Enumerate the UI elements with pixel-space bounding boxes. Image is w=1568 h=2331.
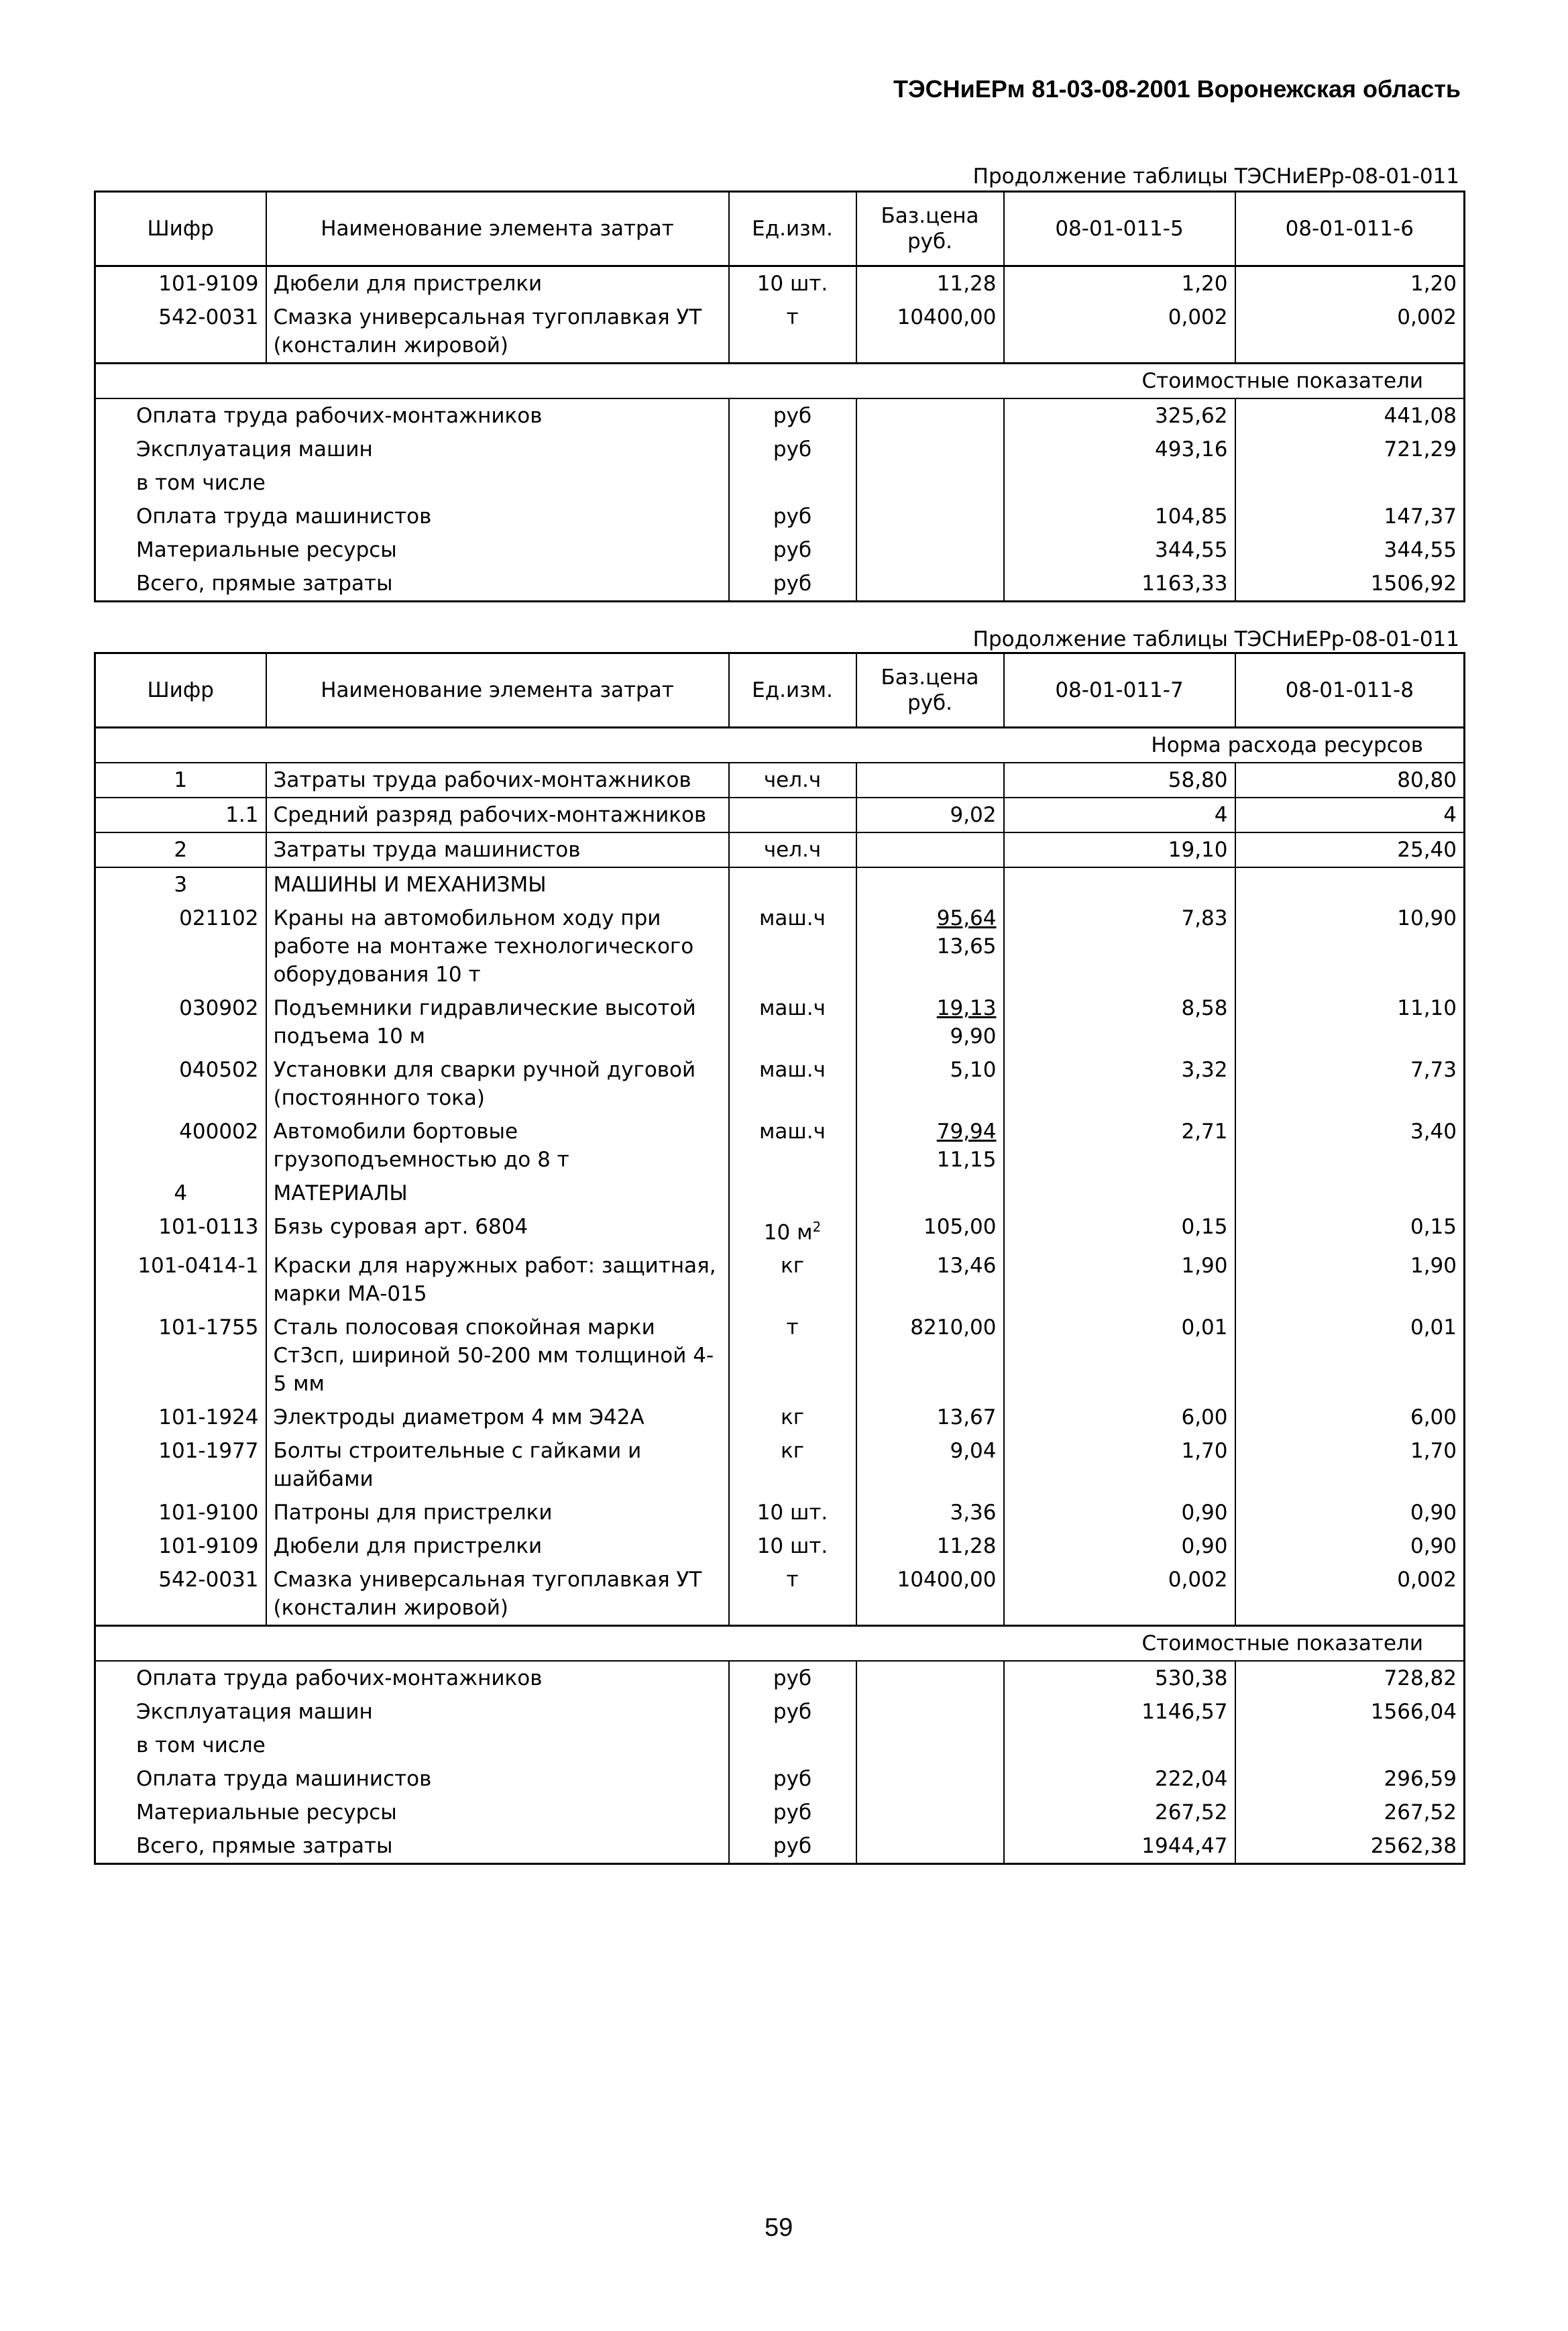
cell-name: Подъемники гидравлические высотой подъема 10 м [266, 991, 729, 1053]
table-row [95, 1434, 1465, 1496]
cell-name: Дюбели для пристрелки [266, 1529, 729, 1563]
col-code-header: Шифр [95, 653, 266, 728]
summary-v2: 2562,38 [1235, 1829, 1465, 1864]
cell-code: 542-0031 [95, 301, 266, 364]
table-row [95, 1210, 1465, 1249]
summary-v1: 1146,57 [1004, 1695, 1235, 1729]
cell-code: 101-1977 [95, 1434, 266, 1496]
summary-v2 [1235, 1729, 1465, 1762]
cell-code: 101-1924 [95, 1401, 266, 1434]
summary-v2: 344,55 [1235, 533, 1465, 567]
cell-code: 4 [95, 1177, 266, 1210]
table-row [95, 902, 1465, 991]
summary-row [95, 433, 1465, 466]
cell-name: Патроны для пристрелки [266, 1496, 729, 1529]
cell-name: МАШИНЫ И МЕХАНИЗМЫ [266, 867, 729, 902]
cell-v2: 25,40 [1235, 832, 1465, 867]
summary-label: Оплата труда машинистов [95, 1762, 729, 1796]
cell-name: Электроды диаметром 4 мм Э42А [266, 1401, 729, 1434]
summary-v1: 1944,47 [1004, 1829, 1235, 1864]
summary-unit: руб [729, 1796, 856, 1829]
col-v2-header: 08-01-011-6 [1235, 192, 1465, 266]
cell-v2: 1,70 [1235, 1434, 1465, 1496]
cell-unit-text: 10 м [763, 1220, 813, 1245]
table2-banner-row [95, 1626, 1465, 1662]
cell-name: МАТЕРИАЛЫ [266, 1177, 729, 1210]
page-number: 59 [765, 2214, 793, 2242]
cell-code: 542-0031 [95, 1563, 266, 1626]
cell-price-secondary: 11,15 [936, 1148, 997, 1172]
table2-header-row [95, 653, 1465, 728]
table2 [94, 652, 1465, 1865]
cell-unit-text: чел.ч [763, 768, 822, 792]
col-v2-header: 08-01-011-8 [1235, 653, 1465, 728]
summary-price [856, 1729, 1004, 1762]
cell-unit [729, 902, 856, 991]
cell-price [856, 1053, 1004, 1115]
cell-name: Дюбели для пристрелки [266, 266, 729, 301]
summary-v2: 1566,04 [1235, 1695, 1465, 1729]
cell-price-secondary: 13,65 [936, 934, 997, 959]
table-row [95, 1311, 1465, 1401]
summary-v1: 325,62 [1004, 398, 1235, 433]
table-row [95, 1177, 1465, 1210]
cell-price [856, 1249, 1004, 1311]
summary-label: Оплата труда рабочих-монтажников [95, 1661, 729, 1695]
cell-v1: 0,90 [1004, 1496, 1235, 1529]
cell-price [856, 1177, 1004, 1210]
cell-code: 400002 [95, 1115, 266, 1177]
cell-unit-text: маш.ч [759, 996, 826, 1020]
cell-price [856, 1311, 1004, 1401]
summary-price [856, 1661, 1004, 1695]
table1-header-row [95, 192, 1465, 266]
cell-v2 [1235, 1177, 1465, 1210]
cell-v1 [1004, 867, 1235, 902]
summary-unit: руб [729, 500, 856, 533]
cell-unit [729, 301, 856, 364]
summary-price [856, 466, 1004, 500]
summary-price [856, 1796, 1004, 1829]
summary-label: Оплата труда рабочих-монтажников [95, 398, 729, 433]
cell-v2: 4 [1235, 798, 1465, 832]
summary-label: Оплата труда машинистов [95, 500, 729, 533]
cell-code: 101-1755 [95, 1311, 266, 1401]
summary-price [856, 567, 1004, 602]
summary-unit: руб [729, 1695, 856, 1729]
cell-v1: 7,83 [1004, 902, 1235, 991]
cell-unit [729, 1053, 856, 1115]
summary-price [856, 500, 1004, 533]
table-row [95, 1115, 1465, 1177]
cell-price [856, 763, 1004, 798]
cell-v1: 4 [1004, 798, 1235, 832]
summary-row [95, 567, 1465, 602]
cell-v1: 0,01 [1004, 1311, 1235, 1401]
cell-v1: 58,80 [1004, 763, 1235, 798]
cell-v1: 1,70 [1004, 1434, 1235, 1496]
cell-code: 040502 [95, 1053, 266, 1115]
cell-unit [729, 1210, 856, 1249]
summary-v1 [1004, 466, 1235, 500]
cell-code: 021102 [95, 902, 266, 991]
cell-unit [729, 1249, 856, 1311]
cell-unit-text: 10 шт. [757, 1534, 828, 1559]
table1-banner: Стоимостные показатели [95, 364, 1465, 399]
cell-unit-text: 10 шт. [757, 272, 828, 296]
cell-price-value: 11,28 [936, 1534, 997, 1559]
cell-unit-text: маш.ч [759, 1058, 826, 1082]
cell-v1 [1004, 1177, 1235, 1210]
summary-v2: 721,29 [1235, 433, 1465, 466]
summary-v2 [1235, 466, 1465, 500]
unit-superscript: 2 [812, 1219, 822, 1235]
cell-name: Смазка универсальная тугоплавкая УТ (консталин жировой) [266, 1563, 729, 1626]
cell-unit [729, 1496, 856, 1529]
table2-caption: Продолжение таблицы ТЭСНиЕРр-08-01-011 [972, 627, 1459, 651]
cell-code: 3 [95, 867, 266, 902]
cell-price-value: 95,64 [936, 906, 997, 930]
summary-row [95, 398, 1465, 433]
cell-name: Смазка универсальная тугоплавкая УТ (консталин жировой) [266, 301, 729, 364]
col-unit-header: Ед.изм. [729, 653, 856, 728]
cell-name: Бязь суровая арт. 6804 [266, 1210, 729, 1249]
cell-unit-text: чел.ч [763, 838, 822, 862]
cell-name: Автомобили бортовые грузоподъемностью до 8 т [266, 1115, 729, 1177]
cell-v2: 10,90 [1235, 902, 1465, 991]
summary-v1: 1163,33 [1004, 567, 1235, 602]
cell-code: 101-0113 [95, 1210, 266, 1249]
cell-unit-text: т [786, 305, 799, 329]
cell-v2: 0,002 [1235, 1563, 1465, 1626]
cell-unit-text: кг [780, 1254, 804, 1279]
cell-price [856, 902, 1004, 991]
table1 [94, 191, 1465, 602]
summary-row [95, 1829, 1465, 1864]
summary-label: Материальные ресурсы [95, 1796, 729, 1829]
summary-unit: руб [729, 433, 856, 466]
cell-v1: 0,90 [1004, 1529, 1235, 1563]
cell-code: 1 [95, 763, 266, 798]
summary-v1 [1004, 1729, 1235, 1762]
cell-price-value: 9,04 [950, 1439, 997, 1464]
summary-v2: 1506,92 [1235, 567, 1465, 602]
cell-price-value: 79,94 [936, 1120, 997, 1144]
cell-name: Затраты труда машинистов [266, 832, 729, 867]
table-row [95, 1496, 1465, 1529]
table-row [95, 763, 1465, 798]
cell-v2 [1235, 867, 1465, 902]
table-row [95, 832, 1465, 867]
cell-unit-text: кг [780, 1405, 804, 1430]
cell-v1: 8,58 [1004, 991, 1235, 1053]
cell-price [856, 1529, 1004, 1563]
cell-price [856, 266, 1004, 301]
table-row [95, 1053, 1465, 1115]
cell-price [856, 1434, 1004, 1496]
cell-unit [729, 991, 856, 1053]
cell-unit-text: т [786, 1315, 799, 1340]
summary-price [856, 533, 1004, 567]
cell-v1: 3,32 [1004, 1053, 1235, 1115]
cell-v1: 0,002 [1004, 301, 1235, 364]
cell-unit-text: т [786, 1568, 799, 1592]
cell-v2: 80,80 [1235, 763, 1465, 798]
cell-v1: 0,002 [1004, 1563, 1235, 1626]
cell-price [856, 798, 1004, 832]
cell-name: Установки для сварки ручной дуговой (постоянного тока) [266, 1053, 729, 1115]
cell-unit-text: 10 шт. [757, 1501, 828, 1525]
summary-row [95, 466, 1465, 500]
cell-code: 101-9109 [95, 266, 266, 301]
summary-v2: 728,82 [1235, 1661, 1465, 1695]
table-row [95, 1529, 1465, 1563]
summary-price [856, 1695, 1004, 1729]
cell-unit [729, 1434, 856, 1496]
col-v1-header: 08-01-011-7 [1004, 653, 1235, 728]
summary-row [95, 1661, 1465, 1695]
cell-name: Затраты труда рабочих-монтажников [266, 763, 729, 798]
summary-label: Эксплуатация машин [95, 1695, 729, 1729]
cell-unit-text: маш.ч [759, 906, 826, 930]
cell-v1: 1,20 [1004, 266, 1235, 301]
cell-code: 101-0414-1 [95, 1249, 266, 1311]
summary-label: в том числе [95, 466, 729, 500]
cell-v2: 0,15 [1235, 1210, 1465, 1249]
cell-unit [729, 1529, 856, 1563]
summary-label: в том числе [95, 1729, 729, 1762]
cell-unit [729, 1563, 856, 1626]
summary-unit [729, 466, 856, 500]
cell-v2: 0,01 [1235, 1311, 1465, 1401]
page-header: ТЭСНиЕРм 81-03-08-2001 Воронежская область [893, 75, 1461, 103]
col-v1-header: 08-01-011-5 [1004, 192, 1235, 266]
cell-price [856, 1563, 1004, 1626]
summary-unit: руб [729, 1661, 856, 1695]
table2-banner-top-row [95, 728, 1465, 763]
cell-unit [729, 1177, 856, 1210]
table-row [95, 1249, 1465, 1311]
cell-price [856, 991, 1004, 1053]
cell-v2: 0,90 [1235, 1529, 1465, 1563]
summary-v2: 296,59 [1235, 1762, 1465, 1796]
summary-label: Всего, прямые затраты [95, 567, 729, 602]
summary-label: Материальные ресурсы [95, 533, 729, 567]
cell-unit [729, 832, 856, 867]
summary-unit: руб [729, 1762, 856, 1796]
cell-code: 2 [95, 832, 266, 867]
summary-price [856, 433, 1004, 466]
cell-unit [729, 798, 856, 832]
cell-price [856, 301, 1004, 364]
cell-v2: 1,20 [1235, 266, 1465, 301]
table-row [95, 266, 1465, 301]
cell-unit-text: кг [780, 1439, 804, 1464]
cell-v2: 6,00 [1235, 1401, 1465, 1434]
cell-price-value: 10400,00 [897, 305, 997, 329]
table2-banner-top: Норма расхода ресурсов [95, 728, 1465, 763]
summary-v2: 441,08 [1235, 398, 1465, 433]
cell-price-value: 11,28 [936, 272, 997, 296]
cell-price-value: 19,13 [936, 996, 997, 1020]
summary-row [95, 533, 1465, 567]
summary-label: Эксплуатация машин [95, 433, 729, 466]
table1-caption: Продолжение таблицы ТЭСНиЕРр-08-01-011 [972, 164, 1459, 188]
col-price-header: Баз.цена руб. [856, 192, 1004, 266]
summary-label: Всего, прямые затраты [95, 1829, 729, 1864]
cell-name: Средний разряд рабочих-монтажников [266, 798, 729, 832]
summary-unit [729, 1729, 856, 1762]
table-row [95, 1401, 1465, 1434]
summary-v1: 104,85 [1004, 500, 1235, 533]
cell-code: 030902 [95, 991, 266, 1053]
cell-price-value: 8210,00 [910, 1315, 997, 1340]
summary-unit: руб [729, 533, 856, 567]
table-row [95, 867, 1465, 902]
cell-name: Краски для наружных работ: защитная, марки МА-015 [266, 1249, 729, 1311]
table2-banner: Стоимостные показатели [95, 1626, 1465, 1662]
table-row [95, 798, 1465, 832]
cell-price-value: 9,02 [950, 803, 997, 827]
cell-price-value: 5,10 [950, 1058, 997, 1082]
cell-v1: 1,90 [1004, 1249, 1235, 1311]
cell-price [856, 832, 1004, 867]
cell-unit [729, 1401, 856, 1434]
cell-code: 1.1 [95, 798, 266, 832]
cell-unit-text: маш.ч [759, 1120, 826, 1144]
cell-price-value: 105,00 [923, 1215, 997, 1239]
col-unit-header: Ед.изм. [729, 192, 856, 266]
summary-v1: 344,55 [1004, 533, 1235, 567]
cell-unit [729, 763, 856, 798]
summary-v1: 222,04 [1004, 1762, 1235, 1796]
cell-price-value: 3,36 [950, 1501, 997, 1525]
cell-price [856, 1401, 1004, 1434]
cell-v2: 0,002 [1235, 301, 1465, 364]
table-row [95, 991, 1465, 1053]
cell-unit [729, 867, 856, 902]
cell-unit [729, 1115, 856, 1177]
cell-price-value: 10400,00 [897, 1568, 997, 1592]
cell-price [856, 1210, 1004, 1249]
summary-v1: 530,38 [1004, 1661, 1235, 1695]
col-name-header: Наименование элемента затрат [266, 653, 729, 728]
cell-code: 101-9109 [95, 1529, 266, 1563]
table-row [95, 301, 1465, 364]
summary-v2: 267,52 [1235, 1796, 1465, 1829]
cell-v1: 0,15 [1004, 1210, 1235, 1249]
cell-unit [729, 266, 856, 301]
summary-unit: руб [729, 567, 856, 602]
summary-price [856, 1829, 1004, 1864]
col-name-header: Наименование элемента затрат [266, 192, 729, 266]
cell-price-value: 13,67 [936, 1405, 997, 1430]
cell-v2: 3,40 [1235, 1115, 1465, 1177]
summary-price [856, 1762, 1004, 1796]
cell-price-value: 13,46 [936, 1254, 997, 1279]
summary-v1: 267,52 [1004, 1796, 1235, 1829]
col-price-header: Баз.цена руб. [856, 653, 1004, 728]
summary-row [95, 1695, 1465, 1729]
cell-name: Сталь полосовая спокойная марки Ст3сп, шириной 50-200 мм толщиной 4-5 мм [266, 1311, 729, 1401]
cell-v2: 11,10 [1235, 991, 1465, 1053]
table-row [95, 1563, 1465, 1626]
cell-name: Краны на автомобильном ходу при работе на монтаже технологического оборудования 10 т [266, 902, 729, 991]
col-code-header: Шифр [95, 192, 266, 266]
cell-name: Болты строительные с гайками и шайбами [266, 1434, 729, 1496]
summary-v2: 147,37 [1235, 500, 1465, 533]
summary-unit: руб [729, 1829, 856, 1864]
cell-price [856, 1115, 1004, 1177]
cell-v2: 0,90 [1235, 1496, 1465, 1529]
cell-price-secondary: 9,90 [950, 1024, 997, 1048]
summary-row [95, 1729, 1465, 1762]
table1-banner-row [95, 364, 1465, 399]
cell-v1: 6,00 [1004, 1401, 1235, 1434]
cell-v2: 7,73 [1235, 1053, 1465, 1115]
summary-row [95, 1796, 1465, 1829]
summary-price [856, 398, 1004, 433]
summary-row [95, 500, 1465, 533]
summary-row [95, 1762, 1465, 1796]
cell-price [856, 867, 1004, 902]
summary-v1: 493,16 [1004, 433, 1235, 466]
summary-unit: руб [729, 398, 856, 433]
cell-v1: 19,10 [1004, 832, 1235, 867]
cell-v2: 1,90 [1235, 1249, 1465, 1311]
cell-v1: 2,71 [1004, 1115, 1235, 1177]
cell-unit [729, 1311, 856, 1401]
cell-price [856, 1496, 1004, 1529]
cell-code: 101-9100 [95, 1496, 266, 1529]
